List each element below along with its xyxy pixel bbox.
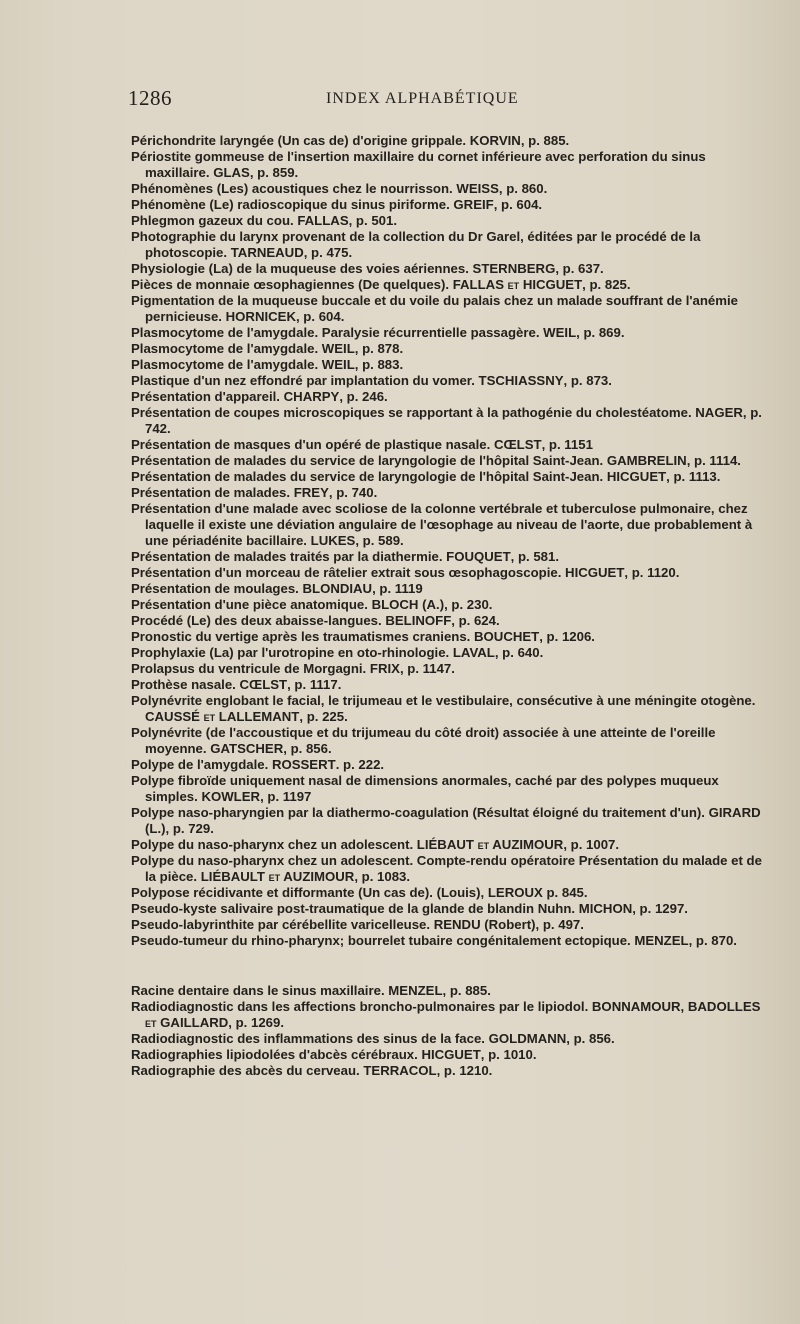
entry-subject: Présentation de masques d'un opéré de plastique nasale. [131,437,494,452]
entry-subject: Présentation de malades traités par la diathermie. [131,549,447,564]
entry-reference: , p. 1210. [436,1063,493,1078]
entry-subject: Pseudo-tumeur du rhino-pharynx; bourrelet tubaire congénitalement ectopique. [131,933,635,948]
entry-author: STERNBERG [472,261,556,276]
entry-subject: Polype fibroïde uniquement nasal de dimensions anormales, caché par des polypes muqueux simples. [131,773,719,804]
index-entry [131,565,771,581]
index-entry [131,485,771,501]
entry-author: HICGUET [606,469,667,484]
entry-reference: , p. 1147. [399,661,455,676]
index-entry [131,613,771,629]
entry-author: LIÉBAUT et AUZIMOUR [416,837,564,852]
entry-subject: Plasmocytome de l'amygdale. [131,357,322,372]
page-header [128,86,688,116]
entry-reference: , p. 1197 [260,789,312,804]
entry-subject: Polynévrite (de l'accoustique et du trijumeau du côté droit) associée à une atteinte de l'oreille moyenne. [131,725,716,756]
entry-author: WEIL [321,357,355,372]
index-entry [131,277,771,293]
index-entry [131,853,771,885]
index-entry [131,437,771,453]
entry-reference: , p. 869. [576,325,625,340]
index-entry [131,261,771,277]
entry-author: CHARPY [283,389,340,404]
entry-author: GATSCHER [210,741,284,756]
entry-subject: Radiographies lipiodolées d'abcès cérébraux. [131,1047,422,1062]
entry-author: KORVIN [469,133,521,148]
entry-author: TERRACOL [363,1063,437,1078]
entry-reference: , p. 1114. [686,453,741,468]
entry-author: WEISS [456,181,499,196]
entry-reference: , p. 740. [328,485,378,500]
entry-subject: Présentation de malades. [131,485,294,500]
entry-author: LEROUX [487,885,543,900]
index-entry [131,197,771,213]
page-number: 1286 [128,86,172,110]
index-entry [131,1031,771,1047]
entry-subject: Présentation de moulages. [131,581,303,596]
index-entry [131,213,771,229]
entry-subject: Pigmentation de la muqueuse buccale et du voile du palais chez un malade souffrant de l'anémie pernicieuse. [131,293,738,324]
index-group-r [131,983,771,1079]
entry-reference: , p. 1269. [228,1015,285,1030]
entry-author: CAUSSÉ et LALLEMANT [145,709,300,724]
entry-reference: , p. 624. [451,613,500,628]
entry-reference: , p. 501. [348,213,397,228]
entry-subject: Polynévrite englobant le facial, le trijumeau et le vestibulaire, consécutive à une méningite otogène. [131,693,756,708]
index-entry [131,757,771,773]
index-entries [131,133,771,1079]
index-entry [131,773,771,805]
entry-reference: , p. 604. [493,197,543,212]
entry-subject: Photographie du larynx provenant de la collection du Dr Garel, éditées par le procédé de la photoscopie. [131,229,701,260]
index-entry [131,837,771,853]
entry-reference: , p. 475. [303,245,353,260]
entry-subject: Prothèse nasale. [131,677,240,692]
entry-author: LAVAL [452,645,495,660]
entry-author: MICHON [578,901,633,916]
entry-subject: Pièces de monnaie œsophagiennes (De quelques). [131,277,453,292]
index-entry [131,549,771,565]
entry-subject: Présentation d'une malade avec scoliose de la colonne vertébrale et tuberculose pulmonaire, chez laquelle il existe une déviation angulaire de l'œsophage au niveau de l'aorte, due probablement à une périadénite bacillaire. [131,501,753,548]
entry-reference: , p. 878. [354,341,404,356]
entry-subject: Physiologie (La) de la muqueuse des voies aériennes. [131,261,473,276]
entry-subject: Plasmocytome de l'amygdale. [131,341,322,356]
entry-reference: , p. 883. [354,357,404,372]
entry-subject: Polype du naso-pharynx chez un adolescent. [131,837,417,852]
entry-reference: , p. 1117. [287,677,342,692]
entry-author: HICGUET [421,1047,481,1062]
entry-author: BLOCH [371,597,419,612]
entry-reference: , p. 1120. [624,565,680,580]
entry-reference: , p. 870. [688,933,737,948]
entry-subject: Présentation de malades du service de laryngologie de l'hôpital Saint-Jean. [131,469,607,484]
entry-author: HICGUET [565,565,625,580]
running-head: INDEX ALPHABÉTIQUE [326,90,519,107]
index-entry [131,293,771,325]
entry-subject: Présentation de malades du service de laryngologie de l'hôpital Saint-Jean. [131,453,607,468]
entry-author: HORNICEK [225,309,296,324]
index-entry [131,1063,771,1079]
entry-reference: , p. 825. [582,277,631,292]
entry-subject: Radiodiagnostic dans les affections broncho-pulmonaires par le lipiodol. [131,999,592,1014]
entry-reference: , p. 604. [295,309,345,324]
entry-reference: (Robert), p. 497. [480,917,584,932]
index-entry [131,469,771,485]
entry-subject: Polype du naso-pharynx chez un adolescent. Compte-rendu opératoire Présentation du malade et de la pièce. [131,853,762,884]
entry-reference: p. 845. [542,885,588,900]
entry-reference: , p. 246. [339,389,388,404]
entry-subject: Présentation d'appareil. [131,389,284,404]
index-entry [131,1047,771,1063]
entry-reference: , p. 1010. [480,1047,537,1062]
entry-subject: Périostite gommeuse de l'insertion maxillaire du cornet inférieure avec perforation du sinus maxillaire. [131,149,706,180]
entry-author: GAMBRELIN [606,453,687,468]
entry-author: CŒLST [493,437,542,452]
entry-author: GLAS [213,165,250,180]
entry-reference: , p. 742. [145,405,762,436]
entry-reference: (L.), p. 729. [145,821,214,836]
index-entry [131,983,771,999]
entry-subject: Pronostic du vertige après les traumatismes craniens. [131,629,475,644]
entry-author: FRIX [369,661,400,676]
entry-author: BELINOFF [385,613,452,628]
entry-subject: Présentation d'un morceau de râtelier extrait sous œsophagoscopie. [131,565,566,580]
entry-author: KOWLER [201,789,261,804]
entry-author: LUKES [310,533,356,548]
entry-reference: , p. 1007. [563,837,620,852]
index-entry [131,597,771,613]
entry-author: LIÉBAULT et AUZIMOUR [200,869,355,884]
index-entry [131,677,771,693]
entry-subject: Polype naso-pharyngien par la diathermo-coagulation (Résultat éloigné du traitement d'un). [131,805,709,820]
index-entry [131,885,771,901]
entry-reference: , p. 1083. [354,869,411,884]
entry-subject: Périchondrite laryngée (Un cas de) d'origine grippale. [131,133,470,148]
entry-subject: Prolapsus du ventricule de Morgagni. [131,661,370,676]
index-entry [131,357,771,373]
entry-reference: , p. 1297. [632,901,688,916]
entry-reference: , p. 885. [442,983,491,998]
index-group-p [131,133,771,949]
index-entry [131,629,771,645]
entry-author: BOUCHET [474,629,540,644]
index-entry [131,149,771,181]
entry-reference: , p. 856. [566,1031,615,1046]
index-entry [131,901,771,917]
entry-author: FALLAS [297,213,349,228]
entry-author: GOLDMANN [488,1031,567,1046]
index-entry [131,917,771,933]
index-entry [131,999,771,1031]
index-entry [131,581,771,597]
entry-subject: Radiodiagnostic des inflammations des sinus de la face. [131,1031,489,1046]
entry-author: NAGER [695,405,743,420]
entry-subject: Plasmocytome de l'amygdale. Paralysie récurrentielle passagère. [131,325,544,340]
entry-subject: Radiographie des abcès du cerveau. [131,1063,364,1078]
entry-reference: , p. 1206. [539,629,595,644]
entry-subject: Présentation de coupes microscopiques se rapportant à la pathogénie du cholestéatome. [131,405,696,420]
index-entry [131,325,771,341]
entry-author: MENZEL [388,983,443,998]
entry-subject: Phlegmon gazeux du cou. [131,213,298,228]
index-entry [131,133,771,149]
entry-reference: , p. 225. [299,709,348,724]
index-entry [131,645,771,661]
entry-reference: , p. 856. [283,741,332,756]
entry-author: FOUQUET [446,549,511,564]
entry-subject: Pseudo-kyste salivaire post-traumatique de la glande de blandin Nuhn. [131,901,579,916]
entry-subject: Pseudo-labyrinthite par cérébellite varicelleuse. [131,917,434,932]
entry-author: WEIL [543,325,577,340]
entry-subject: Procédé (Le) des deux abaisse-langues. [131,613,386,628]
entry-author: TSCHIASSNY [478,373,564,388]
entry-reference: , p. 1119 [372,581,423,596]
entry-author: TARNEAUD [230,245,304,260]
entry-reference: , p. 873. [563,373,612,388]
entry-reference: , p. 589. [355,533,404,548]
index-entry [131,725,771,757]
entry-subject: Plastique d'un nez effondré par implantation du vomer. [131,373,479,388]
entry-subject: Polypose récidivante et difformante (Un cas de). (Louis), [131,885,488,900]
index-entry [131,181,771,197]
entry-reference: , p. 1113. [666,469,721,484]
index-entry [131,453,771,469]
entry-subject: Polype de l'amygdale. [131,757,272,772]
entry-reference: , p. 637. [555,261,604,276]
entry-reference: (A.), p. 230. [418,597,493,612]
entry-subject: Présentation d'une pièce anatomique. [131,597,372,612]
entry-reference: , p. 1151 [541,437,593,452]
entry-author: MENZEL [634,933,689,948]
entry-subject: Phénomène (Le) radioscopique du sinus piriforme. [131,197,454,212]
entry-author: FREY [293,485,329,500]
entry-author: BONNAMOUR, BADOLLES et GAILLARD [145,999,761,1030]
entry-author: FALLAS et HICGUET [452,277,583,292]
entry-subject: Prophylaxie (La) par l'urotropine en oto-rhinologie. [131,645,453,660]
section-gap [131,949,771,983]
index-entry [131,933,771,949]
entry-reference: , p. 581. [510,549,560,564]
entry-author: WEIL [321,341,355,356]
index-entry [131,373,771,389]
index-entry [131,405,771,437]
index-entry [131,693,771,725]
entry-author: GIRARD [708,805,761,820]
entry-author: BLONDIAU [302,581,373,596]
entry-subject: Racine dentaire dans le sinus maxillaire. [131,983,389,998]
entry-reference: , p. 859. [249,165,299,180]
index-entry [131,805,771,837]
index-entry [131,661,771,677]
entry-reference: . p. 222. [335,757,385,772]
entry-author: RENDU [433,917,481,932]
entry-author: CŒLST [239,677,288,692]
entry-reference: , p. 640. [494,645,544,660]
entry-author: GREIF [453,197,494,212]
index-entry [131,501,771,549]
index-entry [131,389,771,405]
entry-author: ROSSERT [271,757,336,772]
entry-reference: , p. 885. [520,133,570,148]
entry-reference: , p. 860. [498,181,548,196]
index-entry [131,341,771,357]
entry-subject: Phénomènes (Les) acoustiques chez le nourrisson. [131,181,457,196]
index-entry [131,229,771,261]
